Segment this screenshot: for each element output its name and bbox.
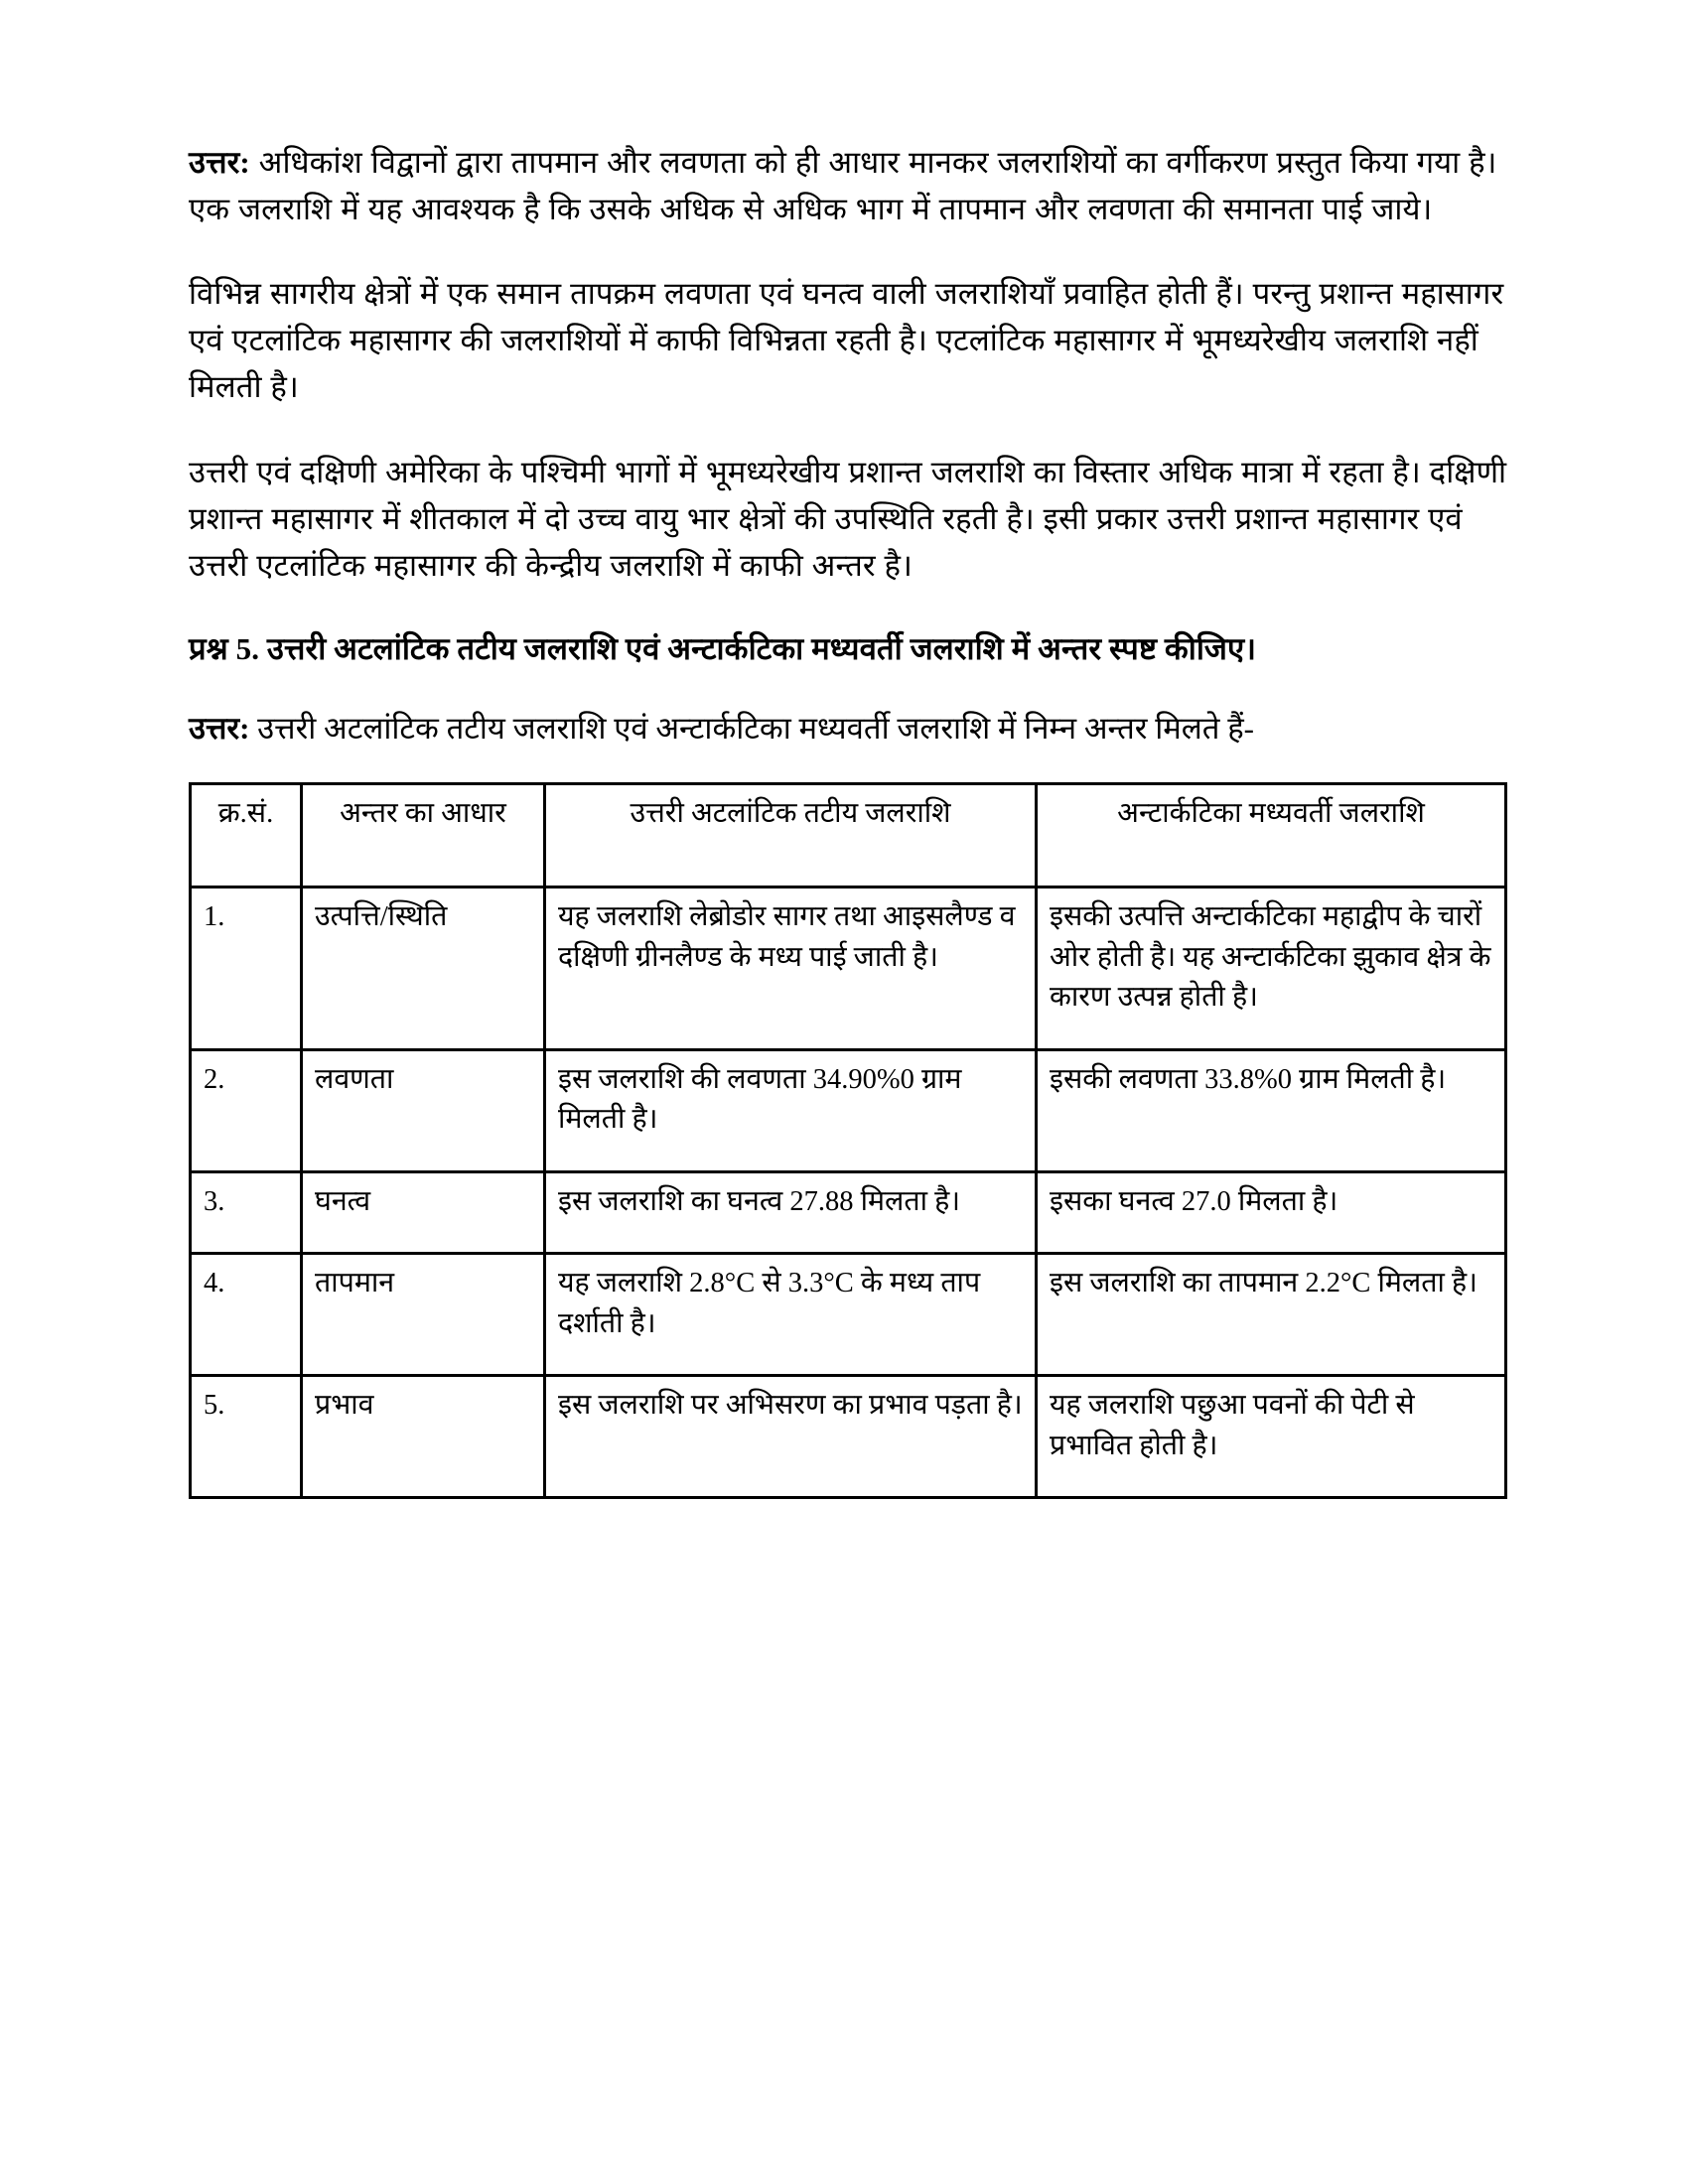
cell-serial: 3. <box>191 1171 302 1253</box>
cell-basis: उत्पत्ति/स्थिति <box>302 887 545 1049</box>
cell-antarctic: इस जलराशि का तापमान 2.2°C मिलता है। <box>1037 1254 1506 1376</box>
paragraph-3 <box>189 449 1519 589</box>
table-row <box>191 1049 1506 1171</box>
table-header-row <box>191 783 1506 887</box>
column-header-antarctic: अन्टार्कटिका मध्यवर्ती जलराशि <box>1037 783 1506 887</box>
answer-label-2: उत्तर: <box>189 711 250 747</box>
answer-label-1: उत्तर: <box>189 145 250 180</box>
document-content <box>189 139 1519 1499</box>
cell-north-atlantic: इस जलराशि की लवणता 34.90%0 ग्राम मिलती है। <box>545 1049 1037 1171</box>
cell-basis: लवणता <box>302 1049 545 1171</box>
table-row <box>191 887 1506 1049</box>
comparison-table <box>189 782 1507 1499</box>
question-heading: प्रश्न 5. उत्तरी अटलांटिक तटीय जलराशि एवं अन्टार्कटिका मध्यवर्ती जलराशि में अन्तर स्पष्ट कीजिए। <box>189 630 1257 666</box>
cell-antarctic: इसका घनत्व 27.0 मिलता है। <box>1037 1171 1506 1253</box>
table-head <box>191 783 1506 887</box>
cell-serial: 5. <box>191 1376 302 1498</box>
paragraph-2 <box>189 270 1519 410</box>
cell-north-atlantic: यह जलराशि लेब्रोडोर सागर तथा आइसलैण्ड व दक्षिणी ग्रीनलैण्ड के मध्य पाई जाती है। <box>545 887 1037 1049</box>
table-row <box>191 1376 1506 1498</box>
cell-north-atlantic: इस जलराशि पर अभिसरण का प्रभाव पड़ता है। <box>545 1376 1037 1498</box>
paragraph-1-text: अधिकांश विद्वानों द्वारा तापमान और लवणता को ही आधार मानकर जलराशियों का वर्गीकरण प्रस्तुत किया गया है। एक जलराशि में यह आवश्यक है कि उसके अधिक से अधिक भाग में तापमान और लवणता की समानता पाई जाये। <box>189 145 1497 227</box>
answer-intro-text: उत्तरी अटलांटिक तटीय जलराशि एवं अन्टार्कटिका मध्यवर्ती जलराशि में निम्न अन्तर मिलते हैं- <box>249 711 1254 747</box>
cell-basis: प्रभाव <box>302 1376 545 1498</box>
column-header-north-atlantic: उत्तरी अटलांटिक तटीय जलराशि <box>545 783 1037 887</box>
cell-serial: 4. <box>191 1254 302 1376</box>
table-body <box>191 887 1506 1498</box>
paragraph-2-text: विभिन्न सागरीय क्षेत्रों में एक समान तापक्रम लवणता एवं घनत्व वाली जलराशियाँ प्रवाहित होती हैं। परन्तु प्रशान्त महासागर एवं एटलांटिक महासागर की जलराशियों में काफी विभिन्नता रहती है। एटलांटिक महासागर में भूमध्यरेखीय जलराशि नहीं मिलती है। <box>189 276 1504 405</box>
cell-north-atlantic: यह जलराशि 2.8°C से 3.3°C के मध्य ताप दर्शाती है। <box>545 1254 1037 1376</box>
column-header-basis: अन्तर का आधार <box>302 783 545 887</box>
cell-basis: घनत्व <box>302 1171 545 1253</box>
answer-intro <box>189 706 1519 752</box>
cell-north-atlantic: इस जलराशि का घनत्व 27.88 मिलता है। <box>545 1171 1037 1253</box>
cell-antarctic: इसकी उत्पत्ति अन्टार्कटिका महाद्वीप के चारों ओर होती है। यह अन्टार्कटिका झुकाव क्षेत्र के कारण उत्पन्न होती है। <box>1037 887 1506 1049</box>
cell-serial: 1. <box>191 887 302 1049</box>
table-row <box>191 1171 1506 1253</box>
cell-antarctic: इसकी लवणता 33.8%0 ग्राम मिलती है। <box>1037 1049 1506 1171</box>
paragraph-3-text: उत्तरी एवं दक्षिणी अमेरिका के पश्चिमी भागों में भूमध्यरेखीय प्रशान्त जलराशि का विस्तार अधिक मात्रा में रहता है। दक्षिणी प्रशान्त महासागर में शीतकाल में दो उच्च वायु भार क्षेत्रों की उपस्थिति रहती है। इसी प्रकार उत्तरी प्रशान्त महासागर एवं उत्तरी एटलांटिक महासागर की केन्द्रीय जलराशि में काफी अन्तर है। <box>189 454 1507 583</box>
cell-serial: 2. <box>191 1049 302 1171</box>
cell-antarctic: यह जलराशि पछुआ पवनों की पेटी से प्रभावित होती है। <box>1037 1376 1506 1498</box>
paragraph-1 <box>189 139 1519 232</box>
table-row <box>191 1254 1506 1376</box>
cell-basis: तापमान <box>302 1254 545 1376</box>
column-header-serial: क्र.सं. <box>191 783 302 887</box>
